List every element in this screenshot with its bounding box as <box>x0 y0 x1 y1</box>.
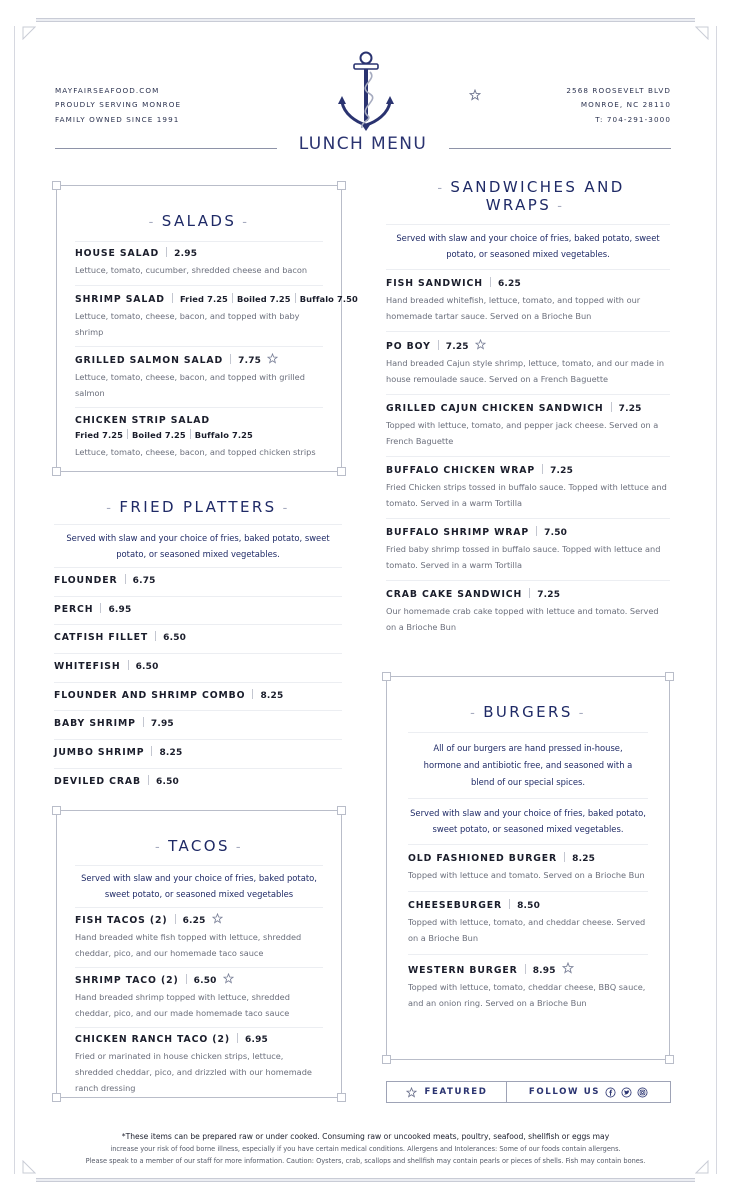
box-corner-ornament <box>52 467 61 476</box>
item-description: Topped with lettuce and tomato. Served on a Brioche Bun <box>408 870 645 880</box>
box-corner-ornament <box>665 672 674 681</box>
item-price: 6.50 <box>156 776 180 787</box>
header-left-info <box>55 84 181 127</box>
item-name: CHICKEN STRIP SALAD <box>75 415 210 426</box>
website-link[interactable]: MAYFAIRSEAFOOD.COM <box>55 86 160 95</box>
phone-link[interactable]: T: 704-291-3000 <box>595 114 671 124</box>
box-corner-ornament <box>52 806 61 815</box>
menu-item <box>75 908 323 967</box>
item-name: WHITEFISH <box>54 661 121 673</box>
item-price: 7.25 <box>537 590 561 600</box>
item-name: FLOUNDER <box>54 575 118 586</box>
item-price-variant: Boiled 7.25 <box>236 294 291 304</box>
title-rule-left <box>55 148 277 149</box>
tacos-section <box>56 810 342 1098</box>
header-right-info <box>566 84 671 127</box>
menu-item <box>408 892 648 954</box>
instagram-icon[interactable] <box>637 1087 648 1098</box>
item-price: 8.25 <box>260 690 284 701</box>
item-name: FLOUNDER AND SHRIMP COMBO <box>54 689 246 701</box>
item-price: 8.25 <box>159 748 183 759</box>
section-title: - FRIED PLATTERS - <box>106 498 290 516</box>
item-description: Hand breaded whitefish, lettuce, tomato, and topped with our homemade tartar sauce. Served on a Brioche Bun <box>386 295 641 321</box>
item-price: 8.95 <box>532 966 556 976</box>
menu-header <box>0 0 731 170</box>
featured-star-icon <box>475 339 486 350</box>
menu-item <box>386 332 670 394</box>
menu-item <box>386 270 670 331</box>
item-price-variant: Boiled 7.25 <box>132 430 186 440</box>
item-price: 2.95 <box>174 249 198 259</box>
menu-item <box>54 567 342 596</box>
box-corner-ornament <box>337 1093 346 1102</box>
item-description: Our homemade crab cake topped with lettuce and tomato. Served on a Brioche Bun <box>386 606 659 632</box>
follow-label: FOLLOW US <box>528 1087 601 1097</box>
item-description: Fried Chicken strips tossed in buffalo sauce. Topped with lettuce and tomato. Served in a warm Tortilla <box>386 482 667 508</box>
item-price: 7.50 <box>544 528 568 538</box>
menu-item <box>386 519 670 580</box>
menu-item <box>75 347 323 407</box>
featured-label: FEATURED <box>424 1087 488 1097</box>
menu-item <box>75 242 323 285</box>
disclaimer-line-3: Please speak to a member of our staff for more information. Caution: Oysters, crab, scallops and shellfish may contain pearls or pieces of shells. Fish may contain bones. <box>85 1157 646 1165</box>
section-title: - SANDWICHES AND WRAPS - <box>437 178 625 214</box>
item-description: Topped with lettuce, tomato, and cheddar cheese. Served on a Brioche Bun <box>408 917 646 943</box>
item-price: 7.95 <box>150 719 174 730</box>
disclaimer-line-1: *These items can be prepared raw or under cooked. Consuming raw or uncooked meats, poultry, seafood, shellfish or eggs may <box>121 1132 610 1141</box>
twitter-icon[interactable] <box>621 1087 632 1098</box>
item-price: 6.50 <box>163 633 187 644</box>
item-description: Hand breaded Cajun style shrimp, lettuce, tomato, and our made in house remoulade sauce. Served on a French Baguette <box>386 358 665 384</box>
item-price: 7.75 <box>238 356 262 366</box>
title-row <box>55 134 671 158</box>
follow-us <box>507 1082 670 1102</box>
menu-item <box>54 682 342 711</box>
menu-item <box>54 596 342 625</box>
menu-item <box>408 845 648 891</box>
menu-item <box>386 395 670 456</box>
item-name: JUMBO SHRIMP <box>54 747 145 759</box>
frame-left-rule <box>14 26 15 1174</box>
section-note: Served with slaw and your choice of fries, baked potato, sweet potato, or seasoned mixed vegetables <box>81 873 317 899</box>
item-description: Hand breaded shrimp topped with lettuce, shredded cheddar, pico, and our made homemade taco sauce <box>75 992 290 1018</box>
section-note: All of our burgers are hand pressed in-house, hormone and antibiotic free, and seasoned with a blend of our special spices. <box>423 743 633 787</box>
frame-bottom-bar <box>36 1178 695 1182</box>
section-note: Served with slaw and your choice of fries, baked potato, sweet potato, or seasoned mixed vegetables. <box>66 533 330 559</box>
disclaimer <box>0 1131 731 1167</box>
item-name: WESTERN BURGER <box>408 965 518 976</box>
salads-section <box>56 185 358 472</box>
section-title: - SALADS - <box>148 212 250 230</box>
menu-item <box>54 624 342 653</box>
box-corner-ornament <box>52 181 61 190</box>
menu-item <box>75 968 323 1027</box>
item-description: Hand breaded white fish topped with lettuce, shredded cheddar, pico, and our homemade taco sauce <box>75 932 302 958</box>
menu-item <box>386 457 670 518</box>
menu-item <box>75 286 358 346</box>
item-name: BUFFALO CHICKEN WRAP <box>386 465 536 476</box>
box-corner-ornament <box>382 1055 391 1064</box>
box-corner-ornament <box>337 806 346 815</box>
item-price: 7.25 <box>618 404 642 414</box>
star-icon <box>406 1087 417 1098</box>
item-price: 6.50 <box>135 662 159 673</box>
menu-item <box>386 581 670 635</box>
tacos-list <box>75 865 323 1096</box>
fried-platters-section <box>54 498 342 797</box>
menu-item <box>54 710 342 739</box>
item-description: Topped with lettuce, tomato, and pepper jack cheese. Served on a French Baguette <box>386 420 659 446</box>
item-price: 6.25 <box>497 279 521 289</box>
box-corner-ornament <box>52 1093 61 1102</box>
section-note: Served with slaw and your choice of fries, baked potato, sweet potato, or seasoned mixed vegetables. <box>396 233 660 259</box>
since-line: FAMILY OWNED SINCE 1991 <box>55 114 180 124</box>
item-name: GRILLED CAJUN CHICKEN SANDWICH <box>386 403 604 414</box>
item-price-variant: Fried 7.25 <box>75 430 123 440</box>
item-name: HOUSE SALAD <box>75 248 160 259</box>
item-price-variant: Buffalo 7.25 <box>194 430 253 440</box>
item-description: Lettuce, tomato, cucumber, shredded cheese and bacon <box>75 265 308 275</box>
item-name: CATFISH FILLET <box>54 632 149 644</box>
item-name: SHRIMP SALAD <box>75 294 165 305</box>
item-price-variant: Fried 7.25 <box>179 294 228 304</box>
box-corner-ornament <box>337 467 346 476</box>
item-name: CRAB CAKE SANDWICH <box>386 589 523 600</box>
address-line: 2568 ROOSEVELT BLVD <box>566 86 671 95</box>
city-line: MONROE, NC 28110 <box>580 100 671 110</box>
item-price: 7.25 <box>445 342 469 352</box>
item-name: DEVILED CRAB <box>54 775 142 787</box>
item-price: 6.95 <box>108 604 132 615</box>
item-name: CHICKEN RANCH TACO (2) <box>75 1034 230 1045</box>
item-description: Lettuce, tomato, cheese, bacon, and topped chicken strips <box>75 447 316 457</box>
burgers-section <box>386 676 670 1060</box>
menu-item <box>75 408 323 460</box>
item-description: Lettuce, tomato, cheese, bacon, and topped with grilled salmon <box>75 372 305 398</box>
item-description: Fried baby shrimp tossed in buffalo sauce. Topped with lettuce and tomato. Served in a warm Tortilla <box>386 544 661 570</box>
featured-star-icon <box>212 913 223 924</box>
anchor-icon <box>334 50 398 132</box>
item-price: 8.50 <box>517 901 541 911</box>
item-description: Fried or marinated in house chicken strips, lettuce, shredded cheddar, pico, and drizzled with our homemade ranch dressing <box>75 1051 312 1093</box>
item-name: FISH TACOS (2) <box>75 915 168 926</box>
menu-item <box>54 653 342 682</box>
item-name: BABY SHRIMP <box>54 718 136 730</box>
item-price-variant: Buffalo 7.50 <box>299 294 358 304</box>
disclaimer-line-2: increase your risk of food borne illness, especially if you have certain medical conditions. Allergens and Intolerances: Some of our foods contain allergens. <box>110 1145 621 1153</box>
featured-follow-bar <box>386 1081 671 1103</box>
item-name: BUFFALO SHRIMP WRAP <box>386 527 530 538</box>
item-description: Topped with lettuce, tomato, cheddar cheese, BBQ sauce, and an onion ring. Served on a Brioche Bun <box>408 982 646 1008</box>
tagline: PROUDLY SERVING MONROE <box>55 100 182 110</box>
item-name: CHEESEBURGER <box>408 900 503 911</box>
item-name: PO BOY <box>386 341 431 352</box>
item-price: 7.25 <box>550 466 574 476</box>
section-title: - BURGERS - <box>470 703 586 721</box>
page-title: LUNCH MENU <box>298 134 428 154</box>
item-name: FISH SANDWICH <box>386 278 483 289</box>
item-price: 6.95 <box>244 1035 268 1045</box>
item-price: 6.25 <box>182 916 206 926</box>
menu-item <box>54 768 342 797</box>
star-icon <box>469 86 481 98</box>
featured-star-icon <box>267 353 278 364</box>
menu-item <box>75 1028 323 1096</box>
featured-star-icon <box>223 973 234 984</box>
section-note: Served with slaw and your choice of fries, baked potato, sweet potato, or seasoned mixed vegetables. <box>410 808 646 834</box>
item-price: 8.25 <box>572 854 596 864</box>
salads-list <box>75 241 358 460</box>
featured-star-icon <box>562 962 573 973</box>
item-price: 6.75 <box>132 576 156 586</box>
item-description: Lettuce, tomato, cheese, bacon, and topped with baby shrimp <box>75 311 300 337</box>
box-corner-ornament <box>665 1055 674 1064</box>
item-name: SHRIMP TACO (2) <box>75 975 179 986</box>
item-name: OLD FASHIONED BURGER <box>408 853 558 864</box>
item-name: GRILLED SALMON SALAD <box>75 355 224 366</box>
item-name: PERCH <box>54 603 94 615</box>
title-rule-right <box>449 148 671 149</box>
box-corner-ornament <box>337 181 346 190</box>
burgers-list <box>408 732 648 1011</box>
frame-right-rule <box>716 26 717 1174</box>
featured-legend <box>387 1082 507 1102</box>
item-price: 6.50 <box>193 976 217 986</box>
section-title: - TACOS - <box>155 837 243 855</box>
facebook-icon[interactable] <box>605 1087 616 1098</box>
sandwiches-section <box>386 178 670 635</box>
menu-item <box>408 955 648 1011</box>
menu-item <box>54 739 342 768</box>
box-corner-ornament <box>382 672 391 681</box>
